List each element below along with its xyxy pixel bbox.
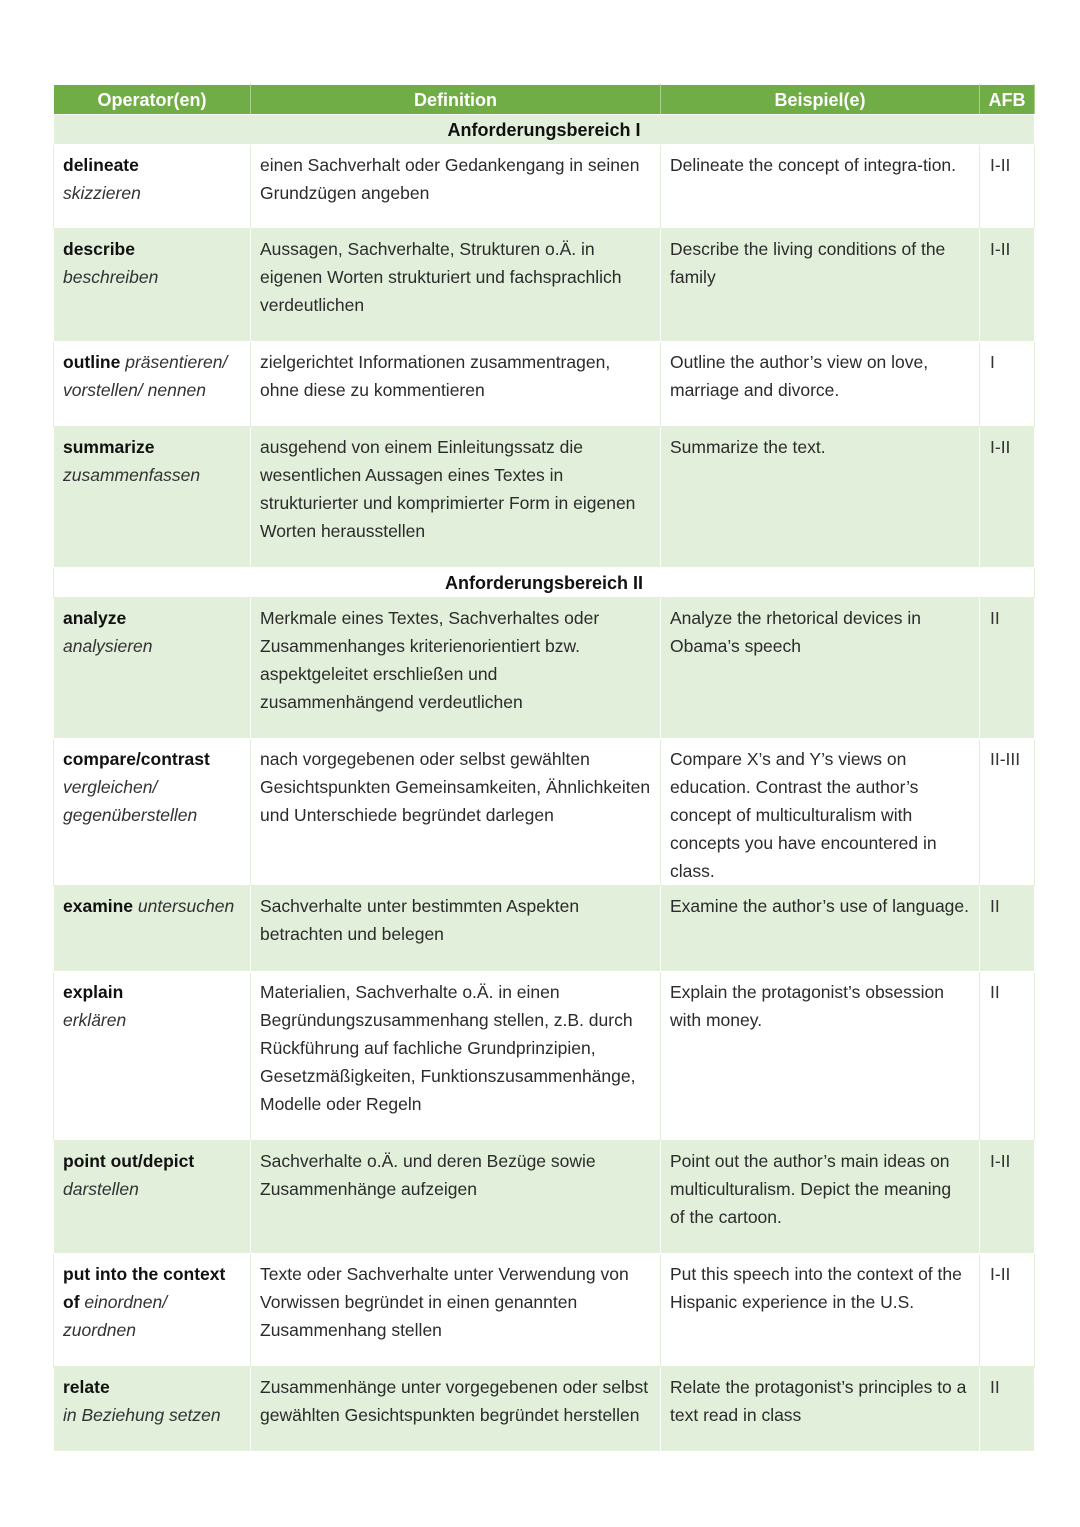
definition-cell: zielgerichtet Informationen zusammentragen, ohne diese zu kommentieren [251, 342, 661, 427]
section-header [54, 115, 1035, 145]
table-row [54, 1141, 1035, 1254]
operator-cell [54, 598, 251, 739]
operator-cell [54, 1254, 251, 1367]
afb-cell: I [980, 342, 1035, 427]
afb-cell: I-II [980, 145, 1035, 229]
example-cell: Examine the author’s use of language. [661, 886, 980, 972]
example-cell: Compare X’s and Y’s views on education. Contrast the author’s concept of multiculturalism with concepts you have encountered in class. [661, 739, 980, 886]
example-cell: Relate the protagonist’s principles to a text read in class [661, 1367, 980, 1452]
afb-cell: II-III [980, 739, 1035, 886]
operator-cell [54, 427, 251, 568]
afb-cell: II [980, 886, 1035, 972]
section-title: Anforderungsbereich I [54, 115, 1035, 145]
table-row [54, 598, 1035, 739]
definition-cell: Materialien, Sachverhalte o.Ä. in einen Begründungszusammenhang stellen, z.B. durch Rückführung auf fachliche Grundprinzipien, Gesetzmäßigkeiten, Funktionszusammenhänge, Modelle oder Regeln [251, 972, 661, 1141]
operator-de: darstellen [63, 1179, 139, 1199]
operator-de: zusammenfassen [63, 465, 201, 485]
operator-cell [54, 972, 251, 1141]
definition-cell: ausgehend von einem Einleitungssatz die wesentlichen Aussagen eines Textes in strukturierter und komprimierter Form in eigenen Worten herausstellen [251, 427, 661, 568]
operator-de: vergleichen/ gegenüberstellen [63, 777, 198, 825]
definition-cell: Sachverhalte o.Ä. und deren Bezüge sowie Zusammenhänge aufzeigen [251, 1141, 661, 1254]
afb-cell: II [980, 598, 1035, 739]
example-cell: Outline the author’s view on love, marriage and divorce. [661, 342, 980, 427]
definition-cell: Zusammenhänge unter vorgegebenen oder selbst gewählten Gesichtspunkten begründet herstellen [251, 1367, 661, 1452]
table-row [54, 145, 1035, 229]
operator-en: explain [63, 982, 124, 1002]
operator-de: in Beziehung setzen [63, 1405, 221, 1425]
operator-en: outline [63, 352, 121, 372]
operator-en: relate [63, 1377, 110, 1397]
operator-cell [54, 1141, 251, 1254]
section-header [54, 568, 1035, 598]
operator-en: put into the context of [63, 1264, 226, 1312]
operator-de: beschreiben [63, 267, 159, 287]
definition-cell: Aussagen, Sachverhalte, Strukturen o.Ä. in eigenen Worten strukturiert und fachsprachlich verdeutlichen [251, 229, 661, 342]
example-cell: Summarize the text. [661, 427, 980, 568]
definition-cell: Merkmale eines Textes, Sachverhaltes oder Zusammenhanges kriterienorientiert bzw. aspektgeleitet erschließen und zusammenhängend verdeutlichen [251, 598, 661, 739]
definition-cell: Sachverhalte unter bestimmten Aspekten betrachten und belegen [251, 886, 661, 972]
operator-cell [54, 229, 251, 342]
operator-de: erklären [63, 1010, 127, 1030]
operator-en: summarize [63, 437, 155, 457]
header-row [54, 85, 1035, 115]
header-example: Beispiel(e) [661, 85, 980, 115]
table-row [54, 342, 1035, 427]
header-afb: AFB [980, 85, 1035, 115]
operator-cell [54, 886, 251, 972]
operator-en: point out/depict [63, 1151, 195, 1171]
header-operator: Operator(en) [54, 85, 251, 115]
example-cell: Point out the author’s main ideas on multiculturalism. Depict the meaning of the cartoon. [661, 1141, 980, 1254]
example-cell: Delineate the concept of integra-tion. [661, 145, 980, 229]
table-row [54, 427, 1035, 568]
operator-cell [54, 342, 251, 427]
operator-de: einordnen/ zuordnen [63, 1292, 168, 1340]
operator-de: skizzieren [63, 183, 141, 203]
afb-cell: I-II [980, 1254, 1035, 1367]
example-cell: Explain the protagonist’s obsession with money. [661, 972, 980, 1141]
afb-cell: I-II [980, 1141, 1035, 1254]
operator-cell [54, 145, 251, 229]
operator-en: delineate [63, 155, 139, 175]
afb-cell: II [980, 972, 1035, 1141]
afb-cell: I-II [980, 229, 1035, 342]
header-definition: Definition [251, 85, 661, 115]
table-row [54, 229, 1035, 342]
example-cell: Describe the living conditions of the family [661, 229, 980, 342]
definition-cell: nach vorgegebenen oder selbst gewählten Gesichtspunkten Gemeinsamkeiten, Ähnlichkeiten und Unterschiede begründet darlegen [251, 739, 661, 886]
operator-cell [54, 739, 251, 886]
definition-cell: einen Sachverhalt oder Gedankengang in seinen Grundzügen angeben [251, 145, 661, 229]
table-row [54, 1367, 1035, 1452]
operator-en: examine [63, 896, 134, 916]
afb-cell: II [980, 1367, 1035, 1452]
operator-de: untersuchen [137, 896, 235, 916]
operator-table [53, 84, 1035, 1452]
afb-cell: I-II [980, 427, 1035, 568]
operator-en: analyze [63, 608, 127, 628]
example-cell: Analyze the rhetorical devices in Obama’s speech [661, 598, 980, 739]
operator-de: analysieren [63, 636, 153, 656]
operator-cell [54, 1367, 251, 1452]
table-row [54, 1254, 1035, 1367]
operator-en: describe [63, 239, 135, 259]
table-row [54, 886, 1035, 972]
section-title: Anforderungsbereich II [54, 568, 1035, 598]
operator-de: präsentieren/ vorstellen/ nennen [63, 352, 228, 400]
table-row [54, 739, 1035, 886]
definition-cell: Texte oder Sachverhalte unter Verwendung von Vorwissen begründet in einen genannten Zusammenhang stellen [251, 1254, 661, 1367]
operator-en: compare/contrast [63, 749, 210, 769]
example-cell: Put this speech into the context of the Hispanic experience in the U.S. [661, 1254, 980, 1367]
table-row [54, 972, 1035, 1141]
